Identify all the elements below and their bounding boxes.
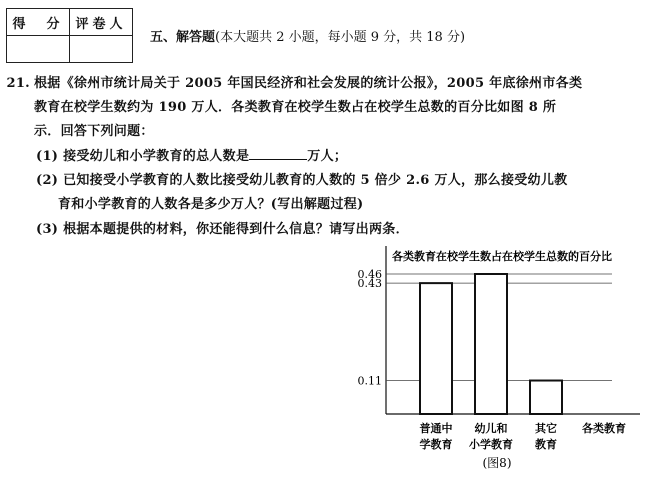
section-note: (本大题共 2 小题，每小题 9 分，共 18 分) [215, 30, 466, 45]
y-tick-label: 0.11 [357, 374, 382, 388]
x-tick-label: 其它 [535, 422, 557, 435]
part-3-label: (3) [36, 222, 59, 237]
grader-header: 评卷人 [70, 9, 133, 36]
x-tick-label: 教育 [535, 438, 557, 451]
x-axis-label: 各类教育 [582, 422, 626, 435]
question-number: 21. [6, 76, 30, 91]
question-text-1: 根据《徐州市统计局关于 2005 年国民经济和社会发展的统计公报》，2005 年底徐州市各类 [34, 76, 583, 91]
part-3-text: 根据本题提供的材料，你还能得到什么信息？请写出两条． [63, 222, 409, 237]
x-tick-label: 小学教育 [469, 438, 513, 451]
section-heading: 五、解答题 [150, 30, 216, 45]
part-2-label: (2) [36, 173, 59, 188]
bar [530, 381, 562, 414]
part-2-text: 已知接受小学教育的人数比接受幼儿教育的人数的 5 倍少 2.6 万人，那么接受幼儿教 [63, 173, 568, 188]
question-line-3: 示．回答下列问题： [34, 124, 154, 139]
x-tick-label: 幼儿和 [474, 422, 508, 435]
y-tick-label: 0.46 [357, 268, 382, 281]
part-1-label: (1) [36, 149, 59, 164]
score-header: 得 分 [7, 9, 70, 36]
x-tick-label: 学教育 [419, 438, 453, 451]
bar [475, 274, 507, 414]
chart-title: 各类教育在校学生数占在校学生总数的百分比 [392, 250, 612, 263]
y-tick-label: 0.43 [357, 277, 382, 291]
figure-caption: (图8) [482, 456, 512, 470]
part-1-unit: 万人； [307, 149, 348, 164]
part-2-cont: 育和小学教育的人数各是多少万人？(写出解题过程) [58, 197, 364, 212]
x-tick-label: 普通中 [419, 422, 453, 435]
part-1-text: 接受幼儿和小学教育的总人数是 [63, 149, 250, 164]
question-line-2: 教育在校学生数约为 190 万人．各类教育在校学生数占在校学生总数的百分比如图 8 所 [34, 100, 557, 115]
bar [420, 283, 452, 414]
